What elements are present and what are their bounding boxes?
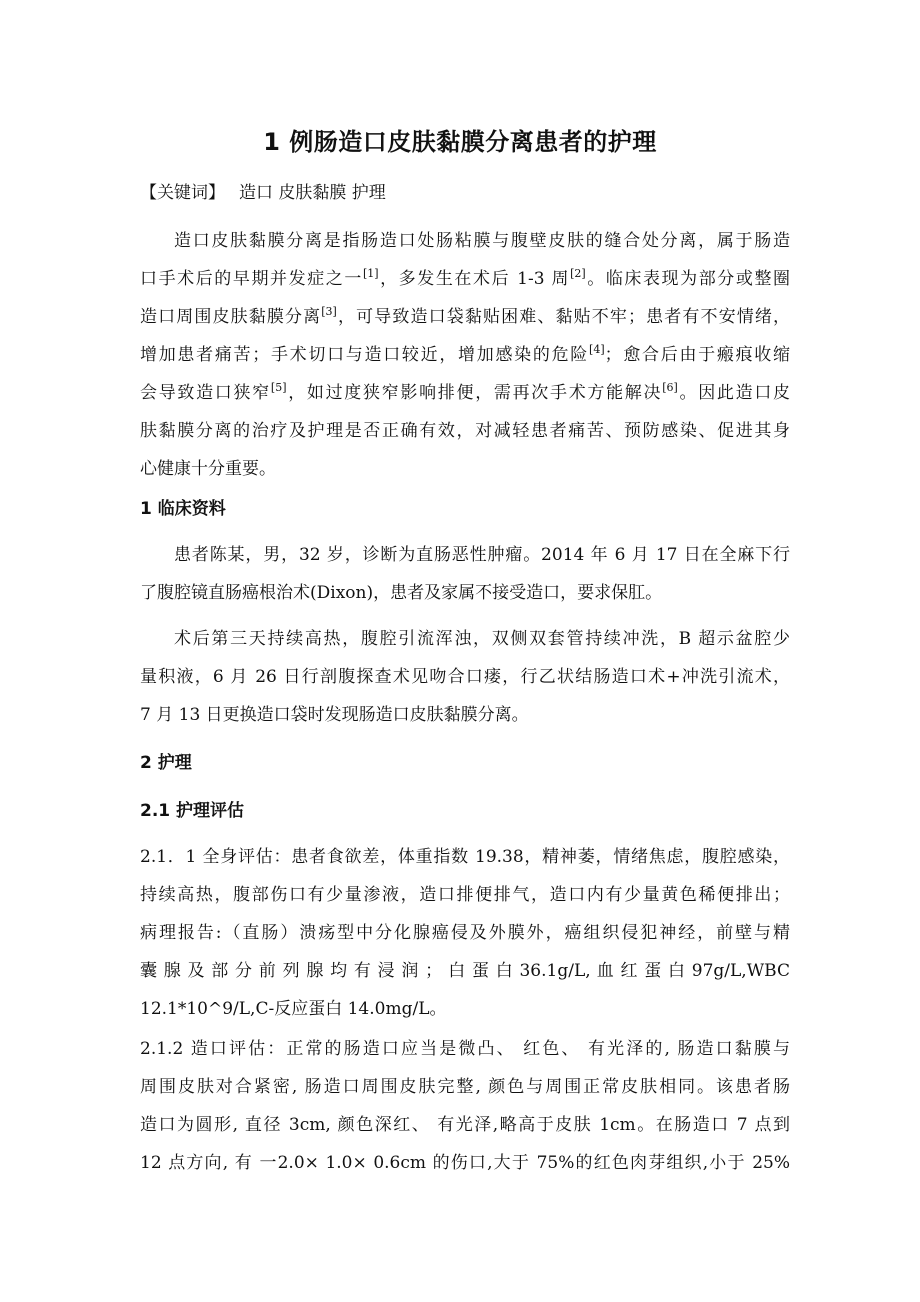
assessment-paragraph-stoma <box>140 1030 790 1182</box>
paragraph-line: 周围皮肤对合紧密, 肠造口周围皮肤完整, 颜色与周围正常皮肤相同。该患者肠 <box>140 1077 790 1097</box>
intro-line <box>140 298 790 336</box>
intro-line: 造口皮肤黏膜分离是指肠造口处肠粘膜与腹壁皮肤的缝合处分离，属于肠造 <box>174 231 790 251</box>
citation-ref: [2] <box>570 267 586 280</box>
text-run: 口手术后的早期并发症之一 <box>140 269 363 289</box>
keywords-label: 【关键词】 <box>140 183 225 203</box>
paragraph-line: 术后第三天持续高热，腹腔引流浑浊，双侧双套管持续冲洗，B 超示盆腔少 <box>174 629 790 649</box>
paragraph-line: 7 月 13 日更换造口袋时发现肠造口皮肤黏膜分离。 <box>140 705 529 725</box>
subsection-heading-assessment: 2.1 护理评估 <box>140 801 245 821</box>
paragraph-line: 持续高热，腹部伤口有少量渗液，造口排便排气，造口内有少量黄色稀便排出； <box>140 885 790 905</box>
text-run: 会导致造口狭窄 <box>140 383 271 403</box>
paragraph-line: 患者陈某，男，32 岁，诊断为直肠恶性肿瘤。2014 年 6 月 17 日在全麻下行 <box>174 545 790 565</box>
intro-line <box>140 336 790 374</box>
text-run: ，多发生在术后 1-3 周 <box>378 269 571 289</box>
intro-line <box>140 260 790 298</box>
clinical-paragraph-2 <box>140 620 790 734</box>
paragraph-line: 了腹腔镜直肠癌根治术(Dixon)，患者及家属不接受造口，要求保肛。 <box>140 583 663 603</box>
paragraph-line: 造口为圆形, 直径 3cm, 颜色深红、 有光泽,略高于皮肤 1cm。在肠造口 7 点到 <box>140 1115 790 1135</box>
text-run: 造口周围皮肤黏膜分离 <box>140 307 322 327</box>
citation-ref: [6] <box>662 381 678 394</box>
intro-line: 肤黏膜分离的治疗及护理是否正确有效，对减轻患者痛苦、预防感染、促进其身 <box>140 421 790 441</box>
paragraph-line: 2.1.2 造口评估：正常的肠造口应当是微凸、 红色、 有光泽的, 肠造口黏膜与 <box>140 1039 790 1059</box>
keywords-line <box>140 178 386 203</box>
keywords-terms: 造口 皮肤黏膜 护理 <box>239 183 386 203</box>
intro-paragraph <box>140 222 790 488</box>
text-run: ；愈合后由于瘢痕收缩 <box>604 345 791 365</box>
section-heading-nursing: 2 护理 <box>140 753 192 773</box>
citation-ref: [3] <box>321 305 337 318</box>
text-run: ，如过度狭窄影响排便，需再次手术方能解决 <box>286 383 663 403</box>
article-title: 1 例肠造口皮肤黏膜分离患者的护理 <box>263 128 657 156</box>
text-run: 。临床表现为部分或整圈 <box>585 269 791 289</box>
section-heading-clinical: 1 临床资料 <box>140 499 226 519</box>
paragraph-line: 囊 腺 及 部 分 前 列 腺 均 有 浸 润 ； 白 蛋 白 36.1g/L, 血 红 蛋 白 97g/L,WBC <box>140 961 790 981</box>
clinical-paragraph-1 <box>140 536 790 612</box>
text-run: 。因此造口皮 <box>677 383 791 403</box>
assessment-paragraph-general <box>140 838 790 1028</box>
paragraph-line: 12.1*10^9/L,C-反应蛋白 14.0mg/L。 <box>140 999 447 1019</box>
paragraph-line: 2.1．1 全身评估：患者食欲差，体重指数 19.38，精神萎，情绪焦虑，腹腔感染， <box>140 847 790 867</box>
paragraph-line: 病理报告:（直肠）溃疡型中分化腺癌侵及外膜外，癌组织侵犯神经，前壁与精 <box>140 923 790 943</box>
citation-ref: [4] <box>589 343 605 356</box>
paragraph-line: 12 点方向, 有 一2.0× 1.0× 0.6cm 的伤口,大于 75%的红色肉芽组织,小于 25% <box>140 1153 790 1173</box>
text-run: ，可导致造口袋黏贴困难、黏贴不牢；患者有不安情绪， <box>336 307 791 327</box>
citation-ref: [1] <box>362 267 379 280</box>
citation-ref: [5] <box>270 381 287 394</box>
intro-line: 心健康十分重要。 <box>140 459 276 479</box>
intro-line <box>140 374 790 412</box>
paragraph-line: 量积液，6 月 26 日行剖腹探查术见吻合口瘘，行乙状结肠造口术+冲洗引流术， <box>140 667 790 687</box>
text-run: 增加患者痛苦；手术切口与造口较近，增加感染的危险 <box>140 345 590 365</box>
